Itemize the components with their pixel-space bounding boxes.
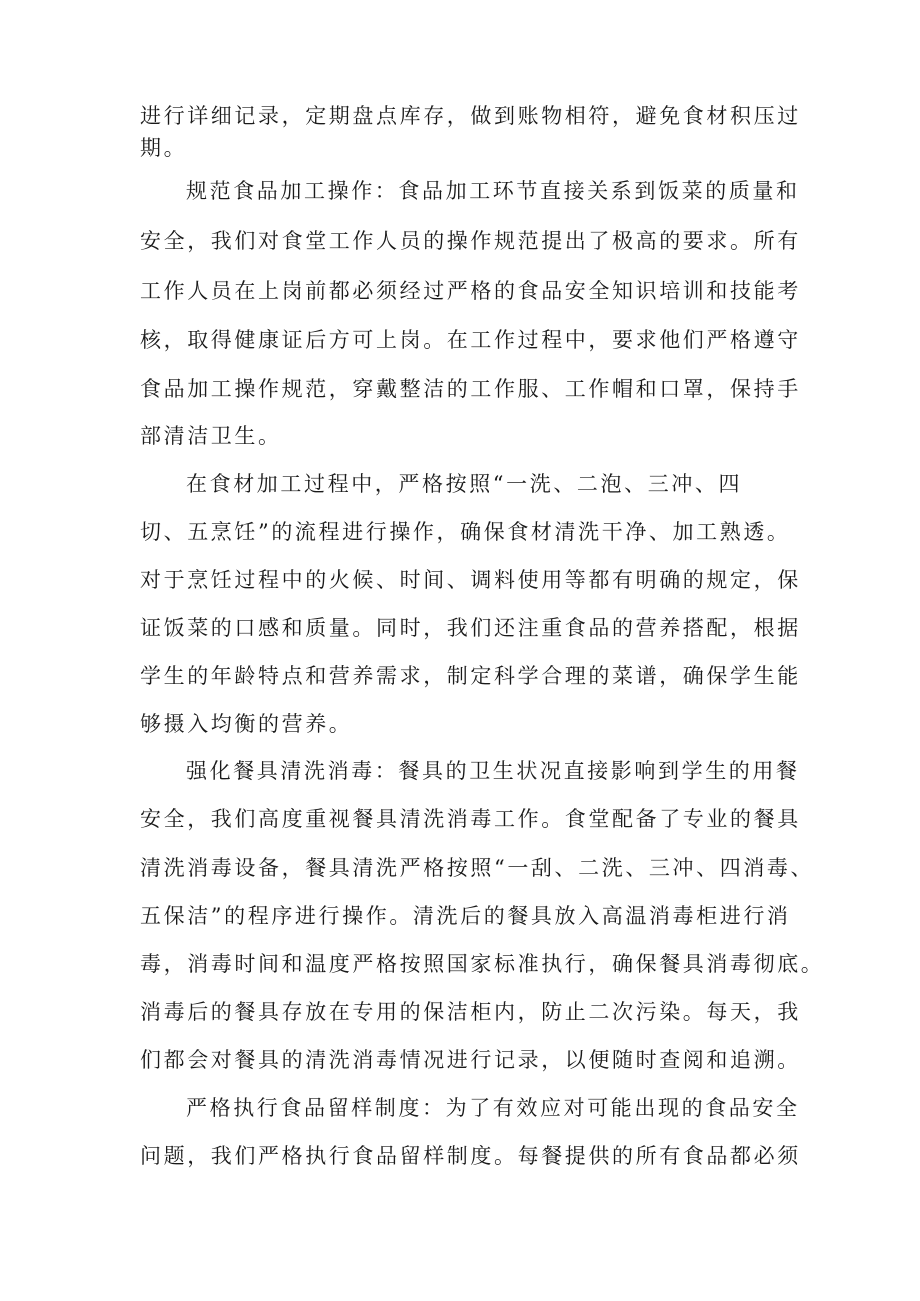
text-line-19: 毒，消毒时间和温度严格按照国家标准执行，确保餐具消毒彻底。 [140, 952, 825, 976]
text-line-11: 对于烹饪过程中的火候、时间、调料使用等都有明确的规定，保 [140, 568, 801, 592]
text-line-20: 消毒后的餐具存放在专用的保洁柜内，防止二次污染。每天，我 [140, 1000, 801, 1024]
text-line-13: 学生的年龄特点和营养需求，制定科学合理的菜谱，确保学生能 [140, 664, 801, 688]
paragraph-ingredient-processing-line: 在食材加工过程中，严格按照“一洗、二泡、三冲、四 [186, 472, 743, 496]
text-line-7: 食品加工操作规范，穿戴整洁的工作服、工作帽和口罩，保持手 [140, 377, 801, 401]
text-line-4: 安全，我们对食堂工作人员的操作规范提出了极高的要求。所有 [140, 229, 801, 253]
text-line-8: 部清洁卫生。 [140, 424, 282, 448]
text-line-1: 进行详细记录，定期盘点库存，做到账物相符，避免食材积压过 [140, 104, 801, 128]
text-line-17: 清洗消毒设备，餐具清洗严格按照“一刮、二洗、三冲、四消毒、 [140, 856, 815, 880]
text-line-10: 切、五烹饪”的流程进行操作，确保食材清洗干净、加工熟透。 [140, 520, 791, 544]
paragraph-food-processing-heading-line: 规范食品加工操作：食品加工环节直接关系到饭菜的质量和 [186, 179, 800, 203]
text-line-14: 够摄入均衡的营养。 [140, 712, 353, 736]
text-line-2: 期。 [140, 136, 188, 160]
text-line-21: 们都会对餐具的清洗消毒情况进行记录，以便随时查阅和追溯。 [140, 1048, 801, 1072]
paragraph-tableware-disinfection-heading-line: 强化餐具清洗消毒：餐具的卫生状况直接影响到学生的用餐 [186, 759, 800, 783]
text-line-5: 工作人员在上岗前都必须经过严格的食品安全知识培训和技能考 [140, 279, 801, 303]
paragraph-food-sampling-heading-line: 严格执行食品留样制度：为了有效应对可能出现的食品安全 [186, 1096, 800, 1120]
text-line-18: 五保洁”的程序进行操作。清洗后的餐具放入高温消毒柜进行消 [140, 904, 791, 928]
text-line-16: 安全，我们高度重视餐具清洗消毒工作。食堂配备了专业的餐具 [140, 807, 801, 831]
text-line-12: 证饭菜的口感和质量。同时，我们还注重食品的营养搭配，根据 [140, 616, 801, 640]
text-line-23: 问题，我们严格执行食品留样制度。每餐提供的所有食品都必须 [140, 1144, 801, 1168]
text-line-6: 核，取得健康证后方可上岗。在工作过程中，要求他们严格遵守 [140, 328, 801, 352]
